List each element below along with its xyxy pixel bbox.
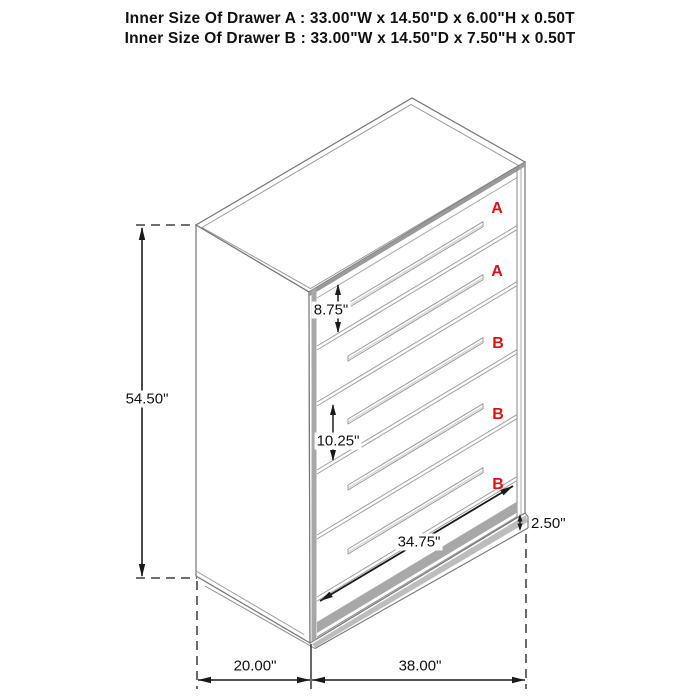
left-face-outline xyxy=(196,225,310,643)
drawer-4-type-label: B xyxy=(492,406,504,423)
drawer-b-height-label: 10.25" xyxy=(316,432,360,450)
drawer-a-height-label: 8.75" xyxy=(313,301,349,319)
overall-height-label: 54.50" xyxy=(125,390,169,408)
base-height-label: 2.50" xyxy=(531,515,566,532)
width-label: 38.00" xyxy=(398,657,442,675)
width-dimension xyxy=(312,677,525,683)
chest-left-face xyxy=(196,225,315,649)
depth-dimension xyxy=(198,677,310,683)
drawer-2-type-label: A xyxy=(491,263,503,280)
title-drawer-b-size: Inner Size Of Drawer B : 33.00"W x 14.50"D x 7.50"H x 0.50T xyxy=(124,30,576,47)
drawer-1-type-label: A xyxy=(491,200,503,217)
drawer-front-width-label: 34.75" xyxy=(397,533,441,551)
drawer-3-type-label: B xyxy=(492,335,504,352)
front-left-stile-band xyxy=(312,288,317,643)
title-drawer-a-size: Inner Size Of Drawer A : 33.00"W x 14.50"D x 6.00"H x 0.50T xyxy=(125,10,575,27)
drawer-5-type-label: B xyxy=(492,476,504,493)
title-block xyxy=(0,9,700,49)
depth-label: 20.00" xyxy=(233,657,277,675)
